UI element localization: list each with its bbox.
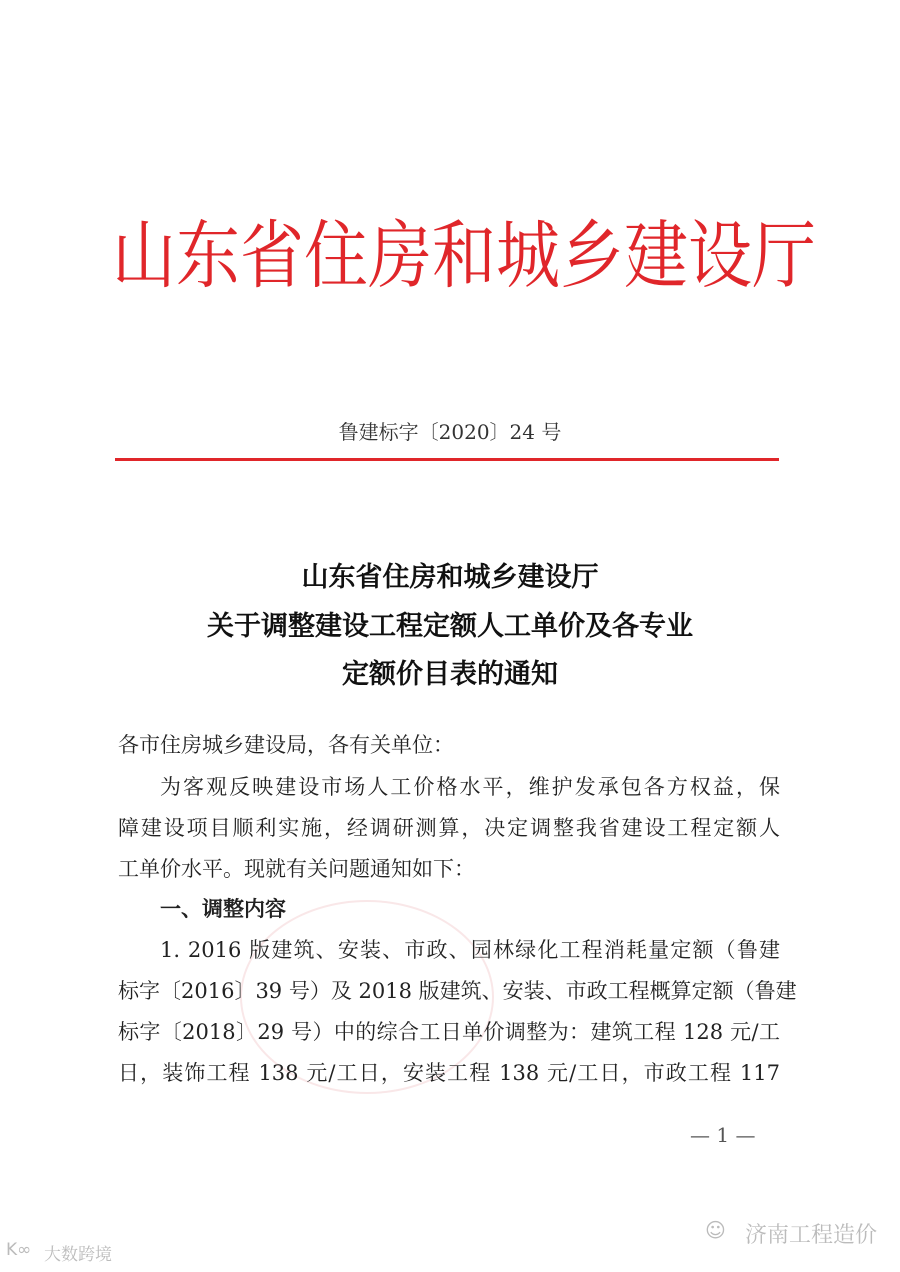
paragraph-line: 标字〔2018〕29 号）中的综合工日单价调整为：建筑工程 128 元/工 <box>118 1020 780 1044</box>
title-line-1: 山东省住房和城乡建设厅 <box>301 562 599 593</box>
wechat-icon: ☺ <box>705 1218 726 1242</box>
paragraph-line: 日，装饰工程 138 元/工日，安装工程 138 元/工日，市政工程 117 <box>118 1061 780 1085</box>
paragraph-line: 1. 2016 版建筑、安装、市政、园林绿化工程消耗量定额（鲁建 <box>160 938 780 962</box>
watermark-left: 大数跨境 <box>44 1245 112 1265</box>
section-heading: 一、调整内容 <box>160 897 286 921</box>
watermark-right: 济南工程造价 <box>745 1223 878 1248</box>
paragraph-line: 为客观反映建设市场人工价格水平，维护发承包各方权益，保 <box>160 775 780 799</box>
letterhead-agency: 山东省住房和城乡建设厅 <box>112 214 816 300</box>
paragraph-line: 工单价水平。现就有关问题通知如下： <box>118 857 475 881</box>
watermark-logo-icon: K∞ <box>6 1240 32 1260</box>
paragraph-line: 标字〔2016〕39 号）及 2018 版建筑、安装、市政工程概算定额（鲁建 <box>118 979 797 1003</box>
title-line-2: 关于调整建设工程定额人工单价及各专业 <box>207 611 693 642</box>
document-number: 鲁建标字〔2020〕24 号 <box>338 420 562 444</box>
title-line-3: 定额价目表的通知 <box>342 659 558 690</box>
page-number: — 1 — <box>690 1123 756 1147</box>
paragraph-line: 障建设项目顺利实施，经调研测算，决定调整我省建设工程定额人 <box>118 816 780 840</box>
addressee: 各市住房城乡建设局，各有关单位： <box>118 733 454 757</box>
red-divider <box>115 458 779 461</box>
